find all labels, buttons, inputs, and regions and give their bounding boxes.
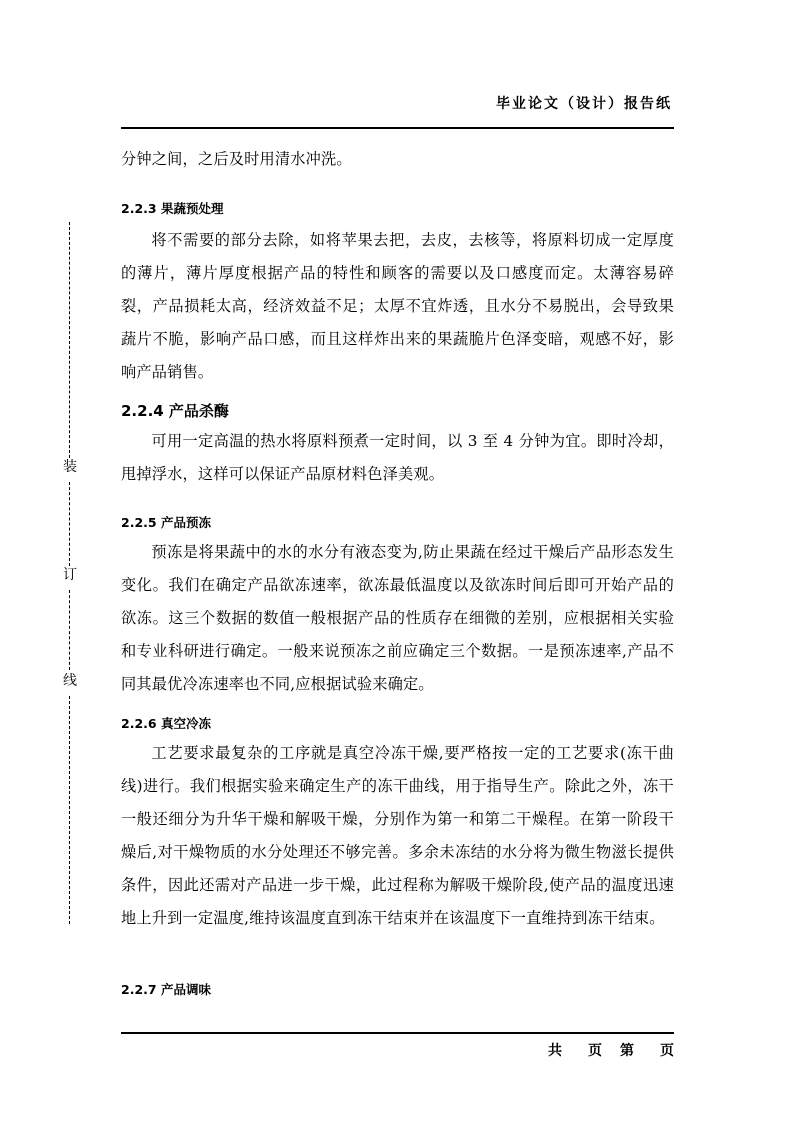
footer-total-label: 共 bbox=[548, 1043, 562, 1059]
section-heading: 2.2.7 产品调味 bbox=[121, 982, 211, 997]
section-heading: 2.2.5 产品预冻 bbox=[121, 515, 211, 530]
binding-dashed-line bbox=[69, 590, 70, 670]
binding-dashed-line bbox=[69, 696, 70, 924]
footer-page-unit: 页 bbox=[660, 1043, 674, 1059]
binding-char-ding: 订 bbox=[63, 567, 77, 583]
section-heading: 2.2.6 真空冷冻 bbox=[121, 716, 211, 731]
header-rule bbox=[121, 127, 674, 129]
section-heading: 2.2.3 果蔬预处理 bbox=[121, 201, 224, 216]
binding-char-xian: 线 bbox=[63, 673, 77, 689]
footer-current-label: 第 bbox=[620, 1043, 634, 1059]
binding-dashed-line bbox=[69, 482, 70, 566]
footer-rule bbox=[121, 1032, 674, 1034]
section-heading: 2.2.4 产品杀酶 bbox=[121, 402, 229, 420]
binding-char-zhuang: 装 bbox=[63, 459, 77, 475]
intro-paragraph: 分钟之间，之后及时用清水冲洗。 bbox=[121, 150, 352, 168]
section-paragraph: 将不需要的部分去除，如将苹果去把，去皮，去核等，将原料切成一定厚度的薄片，薄片厚度根据产品的特性和顾客的需要以及口感度而定。太薄容易碎裂，产品损耗太高，经济效益不足；太厚不宜炸透，且水分不易脱出，会导致果蔬片不脆，影响产品口感，而且这样炸出来的果蔬脆片色泽变暗，观感不好，影响产品销售。 bbox=[121, 231, 674, 381]
binding-dashed-line bbox=[69, 222, 70, 458]
section-paragraph: 工艺要求最复杂的工序就是真空冷冻干燥,要严格按一定的工艺要求(冻干曲线)进行。我们根据实验来确定生产的冻干曲线，用于指导生产。除此之外，冻干一般还细分为升华干燥和解吸干燥，分别作为第一和第二干燥程。在第一阶段干燥后,对干燥物质的水分处理还不够完善。多余未冻结的水分将为微生物滋长提供条件，因此还需对产品进一步干燥，此过程称为解吸干燥阶段,使产品的温度迅速地上升到一定温度,维持该温度直到冻干结束并在该温度下一直维持到冻干结束。 bbox=[121, 744, 674, 927]
page-header-title: 毕业论文（设计）报告纸 bbox=[496, 96, 672, 112]
section-paragraph: 可用一定高温的热水将原料预煮一定时间，以 3 至 4 分钟为宜。即时冷却，甩掉浮水，这样可以保证产品原材料色泽美观。 bbox=[121, 432, 674, 483]
section-paragraph: 预冻是将果蔬中的水的水分有液态变为,防止果蔬在经过干燥后产品形态发生变化。我们在确定产品欲冻速率，欲冻最低温度以及欲冻时间后即可开始产品的欲冻。这三个数据的数值一般根据产品的性质存在细微的差别，应根据相关实验和专业科研进行确定。一般来说预冻之前应确定三个数据。一是预冻速率,产品不同其最优冷冻速率也不同,应根据试验来确定。 bbox=[121, 543, 674, 693]
footer-page-unit: 页 bbox=[588, 1043, 602, 1059]
